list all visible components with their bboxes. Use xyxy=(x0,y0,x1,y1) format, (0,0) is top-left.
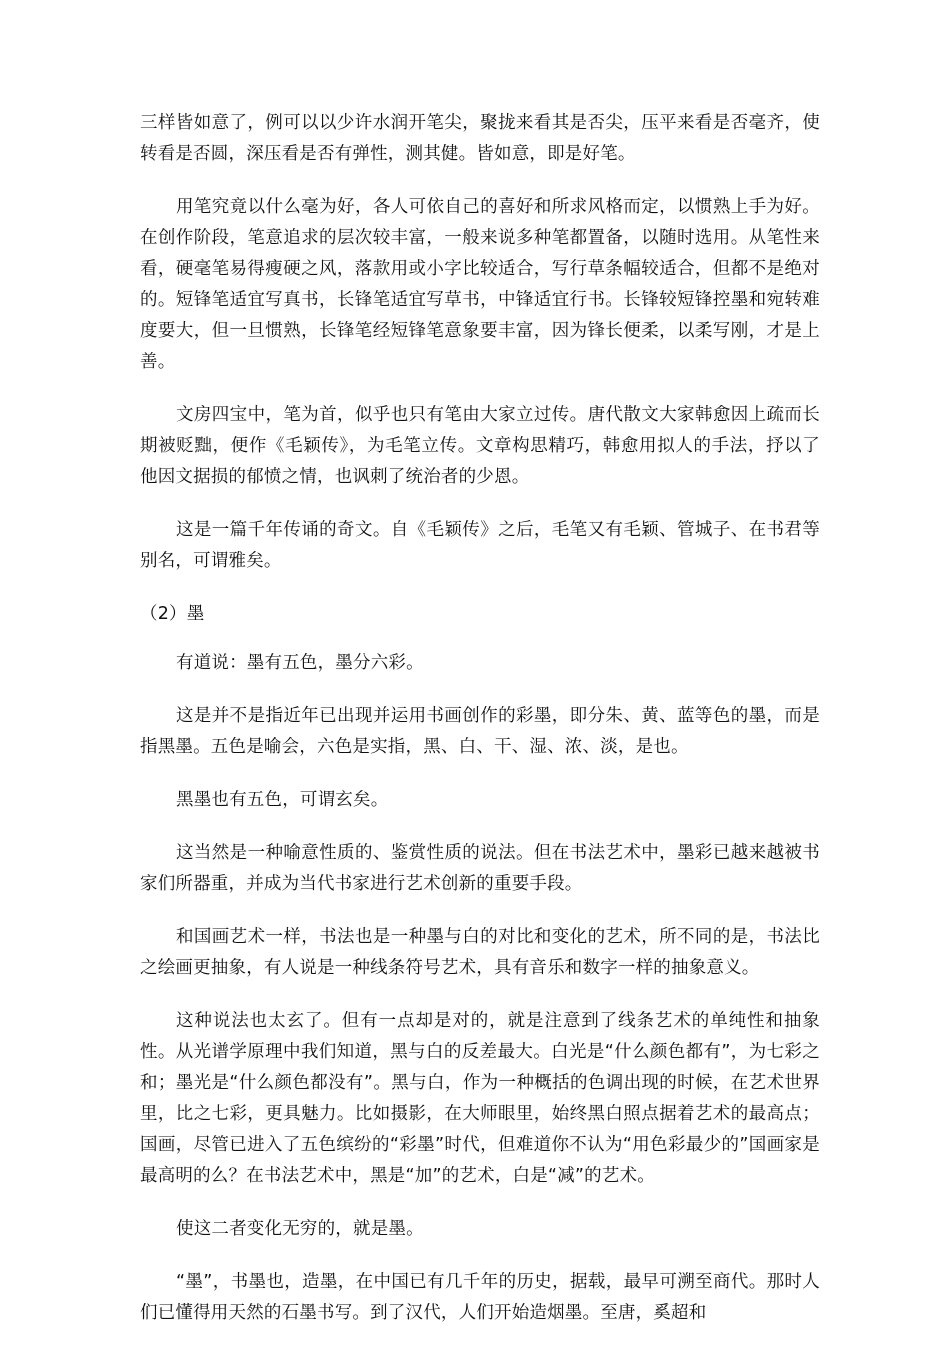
paragraph: 这种说法也太玄了。但有一点却是对的，就是注意到了线条艺术的单纯性和抽象性。从光谱学原理中我们知道，黑与白的反差最大。白光是“什么颜色都有”，为七彩之和；墨光是“什么颜色都没有”。黑与白，作为一种概括的色调出现的时候，在艺术世界里，比之七彩，更具魅力。比如摄影，在大师眼里，始终黑白照点据着艺术的最高点；国画，尽管已进入了五色缤纷的“彩墨”时代，但难道你不认为“用色彩最少的”国画家是最高明的么？在书法艺术中，黑是“加”的艺术，白是“减”的艺术。 xyxy=(140,1011,820,1186)
paragraph: 用笔究竟以什么毫为好，各人可依自己的喜好和所求风格而定，以惯熟上手为好。在创作阶段，笔意追求的层次较丰富，一般来说多种笔都置备，以随时选用。从笔性来看，硬毫笔易得瘦硬之风，落款用或小字比较适合，写行草条幅较适合，但都不是绝对的。短锋笔适宜写真书，长锋笔适宜写草书，中锋适宜行书。长锋较短锋控墨和宛转难度要大，但一旦惯熟，长锋笔经短锋笔意象要丰富，因为锋长便柔，以柔写刚，才是上善。 xyxy=(140,197,820,372)
paragraph: “墨”，书墨也，造墨，在中国已有几千年的历史，据载，最早可溯至商代。那时人们已懂得用天然的石墨书写。到了汉代，人们开始造烟墨。至唐，奚超和 xyxy=(140,1272,820,1323)
section-heading: （2）墨 xyxy=(140,604,205,624)
paragraph: 黑墨也有五色，可谓玄矣。 xyxy=(176,790,389,810)
paragraph: 这当然是一种喻意性质的、鉴赏性质的说法。但在书法艺术中，墨彩已越来越被书家们所器重，并成为当代书家进行艺术创新的重要手段。 xyxy=(140,843,820,894)
paragraph: 文房四宝中，笔为首，似乎也只有笔由大家立过传。唐代散文大家韩愈因上疏而长期被贬黜，便作《毛颖传》，为毛笔立传。文章构思精巧，韩愈用拟人的手法，抒以了他因文据损的郁愤之情，也讽刺了统治者的少恩。 xyxy=(140,405,820,487)
paragraph: 这是并不是指近年已出现并运用书画创作的彩墨，即分朱、黄、蓝等色的墨，而是指黑墨。五色是喻会，六色是实指，黑、白、干、湿、浓、淡，是也。 xyxy=(140,706,820,757)
document-body xyxy=(140,108,820,1351)
paragraph: 有道说：墨有五色，墨分六彩。 xyxy=(176,653,424,673)
paragraph: 和国画艺术一样，书法也是一种墨与白的对比和变化的艺术，所不同的是，书法比之绘画更抽象，有人说是一种线条符号艺术，具有音乐和数字一样的抽象意义。 xyxy=(140,927,820,978)
paragraph: 使这二者变化无穷的，就是墨。 xyxy=(176,1219,424,1239)
paragraph: 三样皆如意了，例可以以少许水润开笔尖，聚拢来看其是否尖，压平来看是否毫齐，使转看是否圆，深压看是否有弹性，测其健。皆如意，即是好笔。 xyxy=(140,113,820,164)
paragraph: 这是一篇千年传诵的奇文。自《毛颖传》之后，毛笔又有毛颖、管城子、在书君等别名，可谓雅矣。 xyxy=(140,520,820,571)
